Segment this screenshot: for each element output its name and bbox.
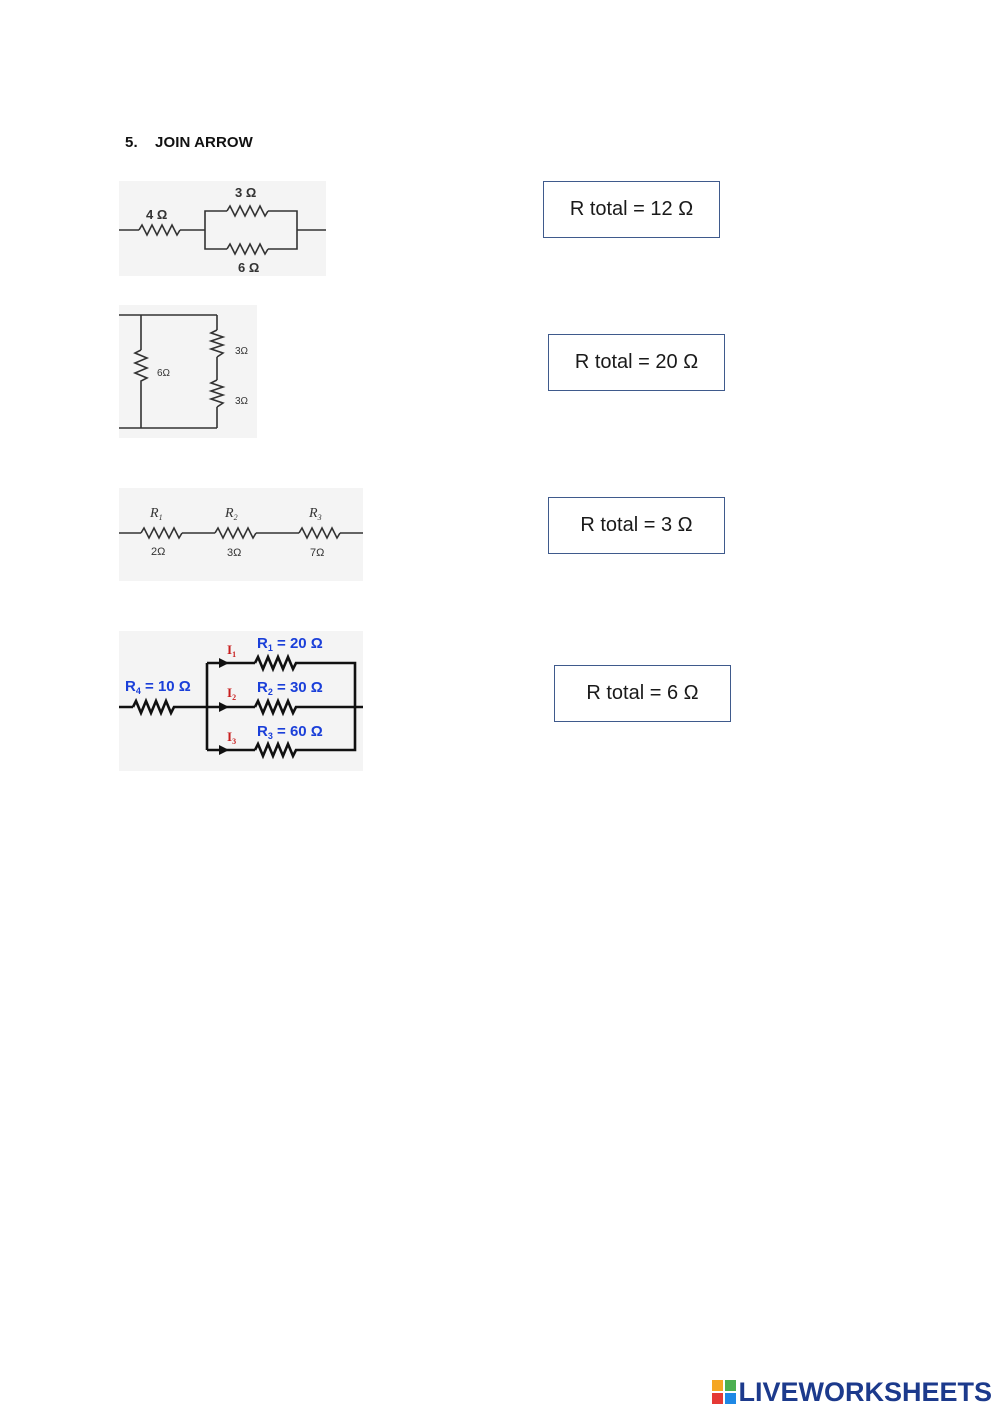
label-i3: $I_3$ (227, 729, 237, 746)
answer-text-2: R total = 20 Ω (574, 351, 699, 373)
circuit-diagram-2 (119, 305, 257, 438)
liveworksheets-logo-icon (712, 1380, 736, 1404)
resistor-6-ohm (227, 244, 268, 254)
resistor-r4 (133, 701, 181, 713)
answer-box-1[interactable] (543, 181, 720, 238)
resistor-3-ohm-bottom (211, 380, 223, 407)
circuit-2-svg (119, 305, 257, 438)
label-r1: $R_1 = 20$ Ω (257, 635, 323, 653)
label-r4: $R_4 = 10$ Ω (125, 678, 191, 696)
resistor-3-ohm-top (211, 330, 223, 357)
exercise-heading (125, 134, 253, 151)
label-i1: $I_1$ (227, 642, 237, 659)
liveworksheets-logo-text: LIVEWORKSHEETS (738, 1376, 992, 1407)
label-6-ohm: 6 Ω (238, 260, 260, 275)
exercise-title: JOIN ARROW (155, 134, 253, 151)
circuit-diagram-3 (119, 488, 363, 581)
label-r2: $R_2 = 30$ Ω (257, 679, 323, 697)
resistor-r1 (255, 657, 299, 669)
label-2-ohm: 2Ω (151, 546, 166, 558)
liveworksheets-logo (712, 1377, 992, 1407)
exercise-number: 5. (125, 134, 138, 151)
circuit-diagram-4 (119, 631, 363, 771)
circuit-diagram-1 (119, 181, 326, 276)
resistor-3-ohm (227, 206, 268, 216)
arrow-i2 (219, 702, 229, 712)
label-r3: $R_3$ (309, 506, 322, 522)
label-r2: $R_2$ (225, 506, 238, 522)
circuit-3-svg (119, 488, 363, 581)
label-3-ohm-bottom: 3Ω (235, 396, 249, 407)
label-7-ohm: 7Ω (310, 547, 325, 559)
answer-box-2[interactable] (548, 334, 725, 391)
answer-text-1: R total = 12 Ω (569, 198, 694, 220)
resistor-r2 (215, 528, 256, 538)
arrow-i1 (219, 658, 229, 668)
answer-text-3: R total = 3 Ω (580, 514, 693, 536)
answer-text-4: R total = 6 Ω (586, 682, 699, 704)
resistor-r2 (255, 701, 299, 713)
label-4-ohm: 4 Ω (146, 207, 168, 222)
label-r3: $R_3 = 60$ Ω (257, 723, 323, 741)
arrow-i3 (219, 745, 229, 755)
resistor-r3 (299, 528, 340, 538)
label-3-ohm: 3Ω (227, 547, 242, 559)
circuit-1-svg (119, 181, 326, 276)
label-3-ohm: 3 Ω (235, 185, 257, 200)
resistor-r1 (141, 528, 182, 538)
answer-box-3[interactable] (548, 497, 725, 554)
label-3-ohm-top: 3Ω (235, 346, 249, 357)
resistor-r3 (255, 744, 299, 756)
resistor-6-ohm-vertical (135, 350, 147, 385)
resistor-4-ohm (139, 225, 180, 235)
circuit-4-svg (119, 631, 363, 771)
label-i2: $I_2$ (227, 685, 237, 702)
answer-box-4[interactable] (554, 665, 731, 722)
label-6-ohm: 6Ω (157, 368, 171, 379)
label-r1: $R_1$ (150, 506, 163, 522)
